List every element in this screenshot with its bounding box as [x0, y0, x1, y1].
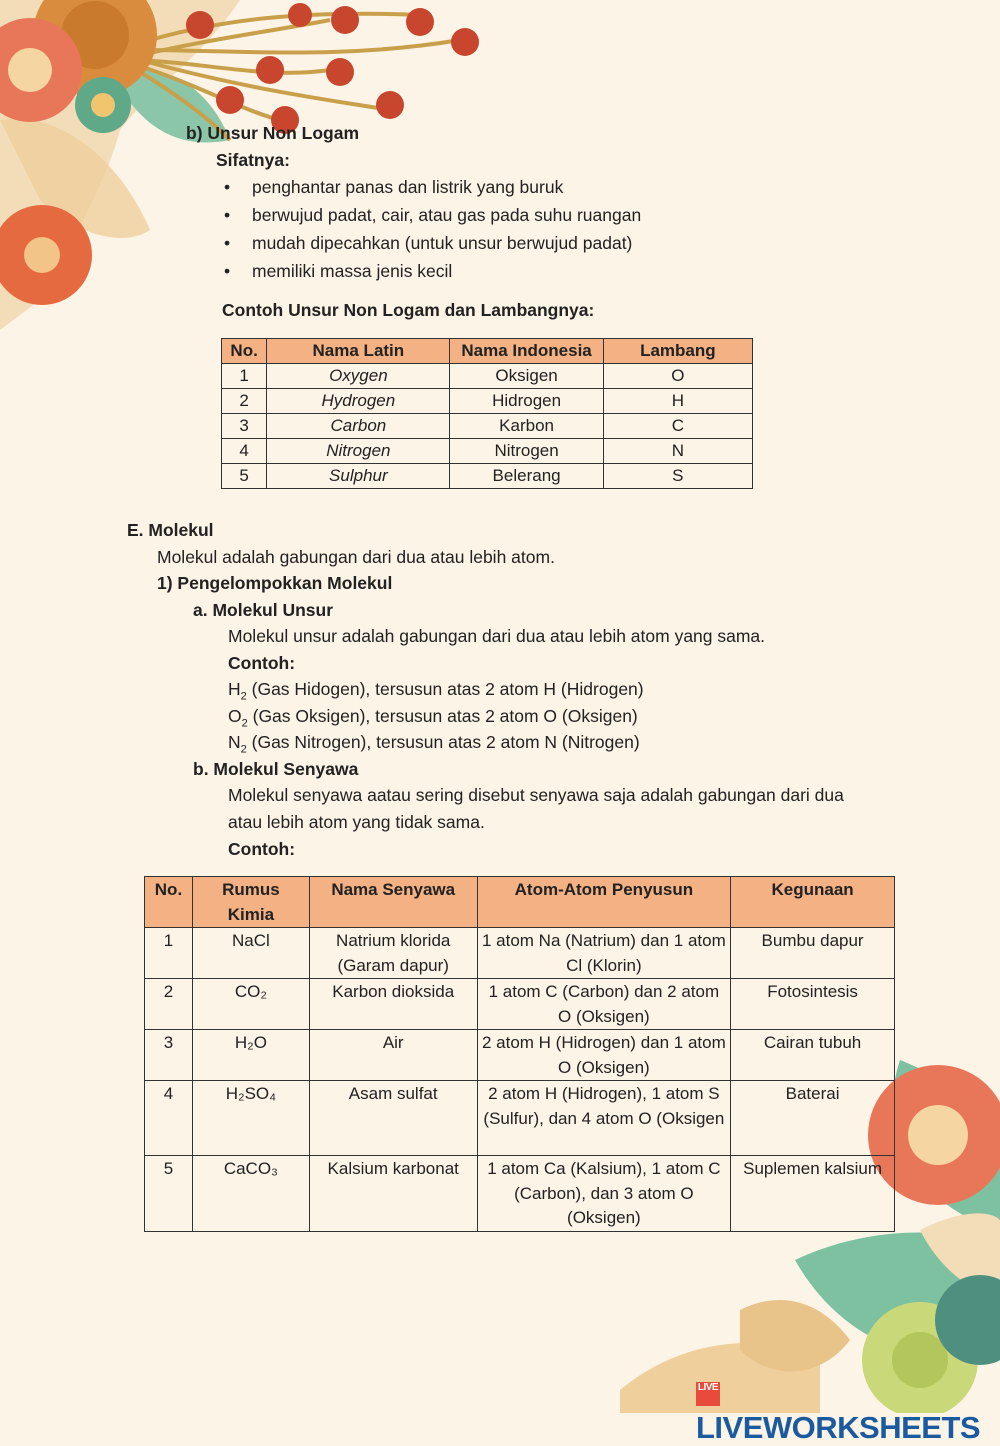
- section-b-heading: b) Unsur Non Logam: [186, 123, 360, 143]
- table-header: Nama Latin: [267, 339, 450, 364]
- table-header-row: [145, 877, 895, 928]
- cell-symbol: N: [603, 439, 752, 464]
- example-text: (Gas Nitrogen), tersusun atas 2 atom N (Nitrogen): [246, 732, 640, 752]
- table-header: Atom-Atom Penyusun: [477, 877, 731, 928]
- table-header: Lambang: [603, 339, 752, 364]
- cell-no: 1: [222, 364, 267, 389]
- liveworksheets-logo[interactable]: [696, 1374, 1000, 1446]
- cell-indonesia: Nitrogen: [450, 439, 603, 464]
- bullet-item: • mudah dipecahkan (untuk unsur berwujud padat): [252, 230, 632, 256]
- cell-formula: CaCO₃: [192, 1156, 309, 1232]
- table-row: [145, 1030, 895, 1081]
- sifat-label: Sifatnya:: [216, 150, 290, 170]
- table-header: Rumus Kimia: [192, 877, 309, 928]
- table-row: [145, 928, 895, 979]
- cell-no: 4: [222, 439, 267, 464]
- cell-compound-name: Asam sulfat: [309, 1081, 477, 1156]
- cell-formula: H₂O: [192, 1030, 309, 1081]
- cell-atoms: 2 atom H (Hidrogen) dan 1 atom O (Oksigen): [477, 1030, 731, 1081]
- subsection-b-text: atau lebih atom yang tidak sama.: [228, 812, 485, 832]
- subsection-b-heading: b. Molekul Senyawa: [193, 759, 359, 779]
- cell-latin: [267, 414, 450, 439]
- subsection-b-text: Molekul senyawa aatau sering disebut senyawa saja adalah gabungan dari dua: [228, 785, 844, 805]
- cell-usage: Baterai: [731, 1081, 895, 1156]
- cell-compound-name: Natrium klorida (Garam dapur): [309, 928, 477, 979]
- contoh-label-2: Contoh:: [228, 839, 296, 859]
- table1-title: Contoh Unsur Non Logam dan Lambangnya:: [222, 300, 595, 320]
- cell-atoms: 1 atom C (Carbon) dan 2 atom O (Oksigen): [477, 979, 731, 1030]
- example-text: (Gas Hidogen), tersusun atas 2 atom H (Hidrogen): [246, 679, 644, 699]
- section-e-heading: E. Molekul: [127, 520, 214, 540]
- cell-usage: Fotosintesis: [731, 979, 895, 1030]
- latin-name: Nitrogen: [326, 441, 391, 460]
- logo-badge-icon: LIVE: [696, 1382, 720, 1406]
- cell-atoms: 1 atom Ca (Kalsium), 1 atom C (Carbon), dan 3 atom O (Oksigen): [477, 1156, 731, 1232]
- latin-name: Sulphur: [329, 466, 388, 485]
- cell-latin: [267, 464, 450, 489]
- formula-subscript: 2: [240, 743, 247, 756]
- formula-symbol: N: [228, 732, 241, 752]
- cell-no: 4: [145, 1081, 193, 1156]
- subsection-a-heading: a. Molekul Unsur: [193, 600, 334, 620]
- cell-no: 5: [222, 464, 267, 489]
- cell-symbol: O: [603, 364, 752, 389]
- cell-latin: [267, 439, 450, 464]
- non-metal-table: [221, 338, 753, 489]
- table-row: [145, 1156, 895, 1232]
- section-e-intro: Molekul adalah gabungan dari dua atau lebih atom.: [157, 547, 555, 567]
- cell-usage: Cairan tubuh: [731, 1030, 895, 1081]
- cell-compound-name: Air: [309, 1030, 477, 1081]
- table-row: [145, 979, 895, 1030]
- cell-compound-name: Karbon dioksida: [309, 979, 477, 1030]
- subsection-a-text: Molekul unsur adalah gabungan dari dua atau lebih atom yang sama.: [228, 626, 766, 646]
- bullet-item: • berwujud padat, cair, atau gas pada suhu ruangan: [252, 202, 641, 228]
- cell-indonesia: Hidrogen: [450, 389, 603, 414]
- latin-name: Oxygen: [329, 366, 388, 385]
- latin-name: Carbon: [330, 416, 387, 435]
- table-row: [222, 464, 753, 489]
- formula-subscript: 2: [241, 717, 248, 730]
- cell-indonesia: Oksigen: [450, 364, 603, 389]
- table-header: Nama Senyawa: [309, 877, 477, 928]
- latin-name: Hydrogen: [321, 391, 396, 410]
- table-row: [222, 364, 753, 389]
- cell-latin: [267, 389, 450, 414]
- formula-symbol: H: [228, 679, 241, 699]
- cell-indonesia: Belerang: [450, 464, 603, 489]
- cell-no: 1: [145, 928, 193, 979]
- table-row: [145, 1081, 895, 1156]
- cell-symbol: H: [603, 389, 752, 414]
- cell-formula: H₂SO₄: [192, 1081, 309, 1156]
- table-header: No.: [145, 877, 193, 928]
- table-header: Kegunaan: [731, 877, 895, 928]
- cell-atoms: 2 atom H (Hidrogen), 1 atom S (Sulfur), dan 4 atom O (Oksigen: [477, 1081, 731, 1156]
- cell-indonesia: Karbon: [450, 414, 603, 439]
- table-row: [222, 439, 753, 464]
- table-header: Nama Indonesia: [450, 339, 603, 364]
- cell-compound-name: Kalsium karbonat: [309, 1156, 477, 1232]
- cell-no: 3: [222, 414, 267, 439]
- cell-no: 2: [145, 979, 193, 1030]
- cell-symbol: C: [603, 414, 752, 439]
- bullet-item: • memiliki massa jenis kecil: [252, 258, 452, 284]
- cell-usage: Suplemen kalsium: [731, 1156, 895, 1232]
- table-header-row: [222, 339, 753, 364]
- compound-table: [144, 876, 895, 1232]
- cell-latin: [267, 364, 450, 389]
- subsection-1-heading: 1) Pengelompokkan Molekul: [157, 573, 393, 593]
- logo-text: LIVEWORKSHEETS: [696, 1410, 981, 1445]
- cell-usage: Bumbu dapur: [731, 928, 895, 979]
- table-row: [222, 414, 753, 439]
- cell-no: 2: [222, 389, 267, 414]
- cell-symbol: S: [603, 464, 752, 489]
- bullet-item: • penghantar panas dan listrik yang buruk: [252, 174, 563, 200]
- cell-no: 3: [145, 1030, 193, 1081]
- cell-atoms: 1 atom Na (Natrium) dan 1 atom Cl (Klorin): [477, 928, 731, 979]
- formula-subscript: 2: [240, 690, 247, 703]
- example-text: (Gas Oksigen), tersusun atas 2 atom O (Oksigen): [247, 706, 638, 726]
- cell-formula: CO₂: [192, 979, 309, 1030]
- cell-formula: NaCl: [192, 928, 309, 979]
- cell-no: 5: [145, 1156, 193, 1232]
- formula-symbol: O: [228, 706, 242, 726]
- table-header: No.: [222, 339, 267, 364]
- contoh-label: Contoh:: [228, 653, 296, 673]
- table-row: [222, 389, 753, 414]
